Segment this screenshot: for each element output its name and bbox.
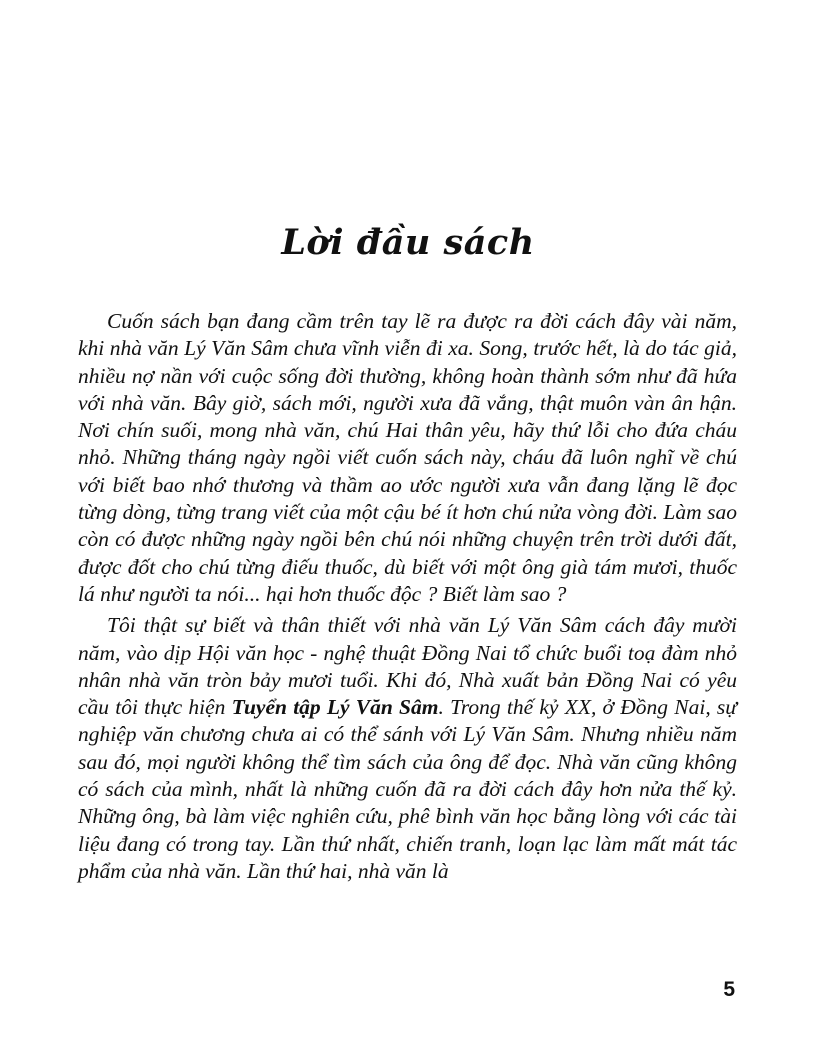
anthology-title: Tuyển tập Lý Văn Sâm xyxy=(231,695,439,720)
chapter-title: Lời đầu sách xyxy=(281,222,535,263)
paragraph-2-text-end: . Trong thế kỷ XX, ở Đồng Nai, sự nghiệp văn chương chưa ai có thể sánh với Lý Văn Sâm. Nhưng nhiều năm sau đó, mọi người không thể tìm sách của ông để đọc. Nhà văn cũng không có sách của mình, nhất là những cuốn đã ra đời cách đây hơn nửa thế kỷ. Những ông, bà làm việc nghiên cứu, phê bình văn học bằng lòng với các tài liệu đang có trong tay. Lần thứ nhất, chiến tranh, loạn lạc làm mất mát tác phẩm của nhà văn. Lần thứ hai, nhà văn là xyxy=(78,695,738,883)
body-text xyxy=(78,308,737,889)
page-number: 5 xyxy=(723,978,735,1001)
paragraph-2-text-start: Tôi thật sự biết và thân thiết với nhà văn Lý Văn Sâm cách đây mười năm, vào dịp Hội văn học - nghệ thuật Đồng Nai tổ chức buổi toạ đàm nhỏ nhân nhà văn tròn bảy mươi tuổi. Khi đó, Nhà xuất bản Đồng Nai có yêu cầu tôi thực hiện xyxy=(78,613,737,720)
paragraph-2 xyxy=(78,612,737,885)
paragraph-1: Cuốn sách bạn đang cầm trên tay lẽ ra được ra đời cách đây vài năm, khi nhà văn Lý Văn Sâm chưa vĩnh viễn đi xa. Song, trước hết, là do tác giả, nhiều nợ nần với cuộc sống đời thường, không hoàn thành sớm như đã hứa với nhà văn. Bây giờ, sách mới, người xưa đã vắng, thật muôn vàn ân hận. Nơi chín suối, mong nhà văn, chú Hai thân yêu, hãy thứ lỗi cho đứa cháu nhỏ. Những tháng ngày ngồi viết cuốn sách này, cháu đã luôn nghĩ về chú với biết bao nhớ thương và thầm ao ước người xưa vẫn đang lặng lẽ đọc từng dòng, từng trang viết của một cậu bé ít hơn chú nửa vòng đời. Làm sao còn có được những ngày ngồi bên chú nói những chuyện trên trời dưới đất, được đốt cho chú từng điếu thuốc, dù biết với một ông già tám mươi, thuốc lá như người ta nói... hại hơn thuốc độc ? Biết làm sao ? xyxy=(78,309,737,606)
